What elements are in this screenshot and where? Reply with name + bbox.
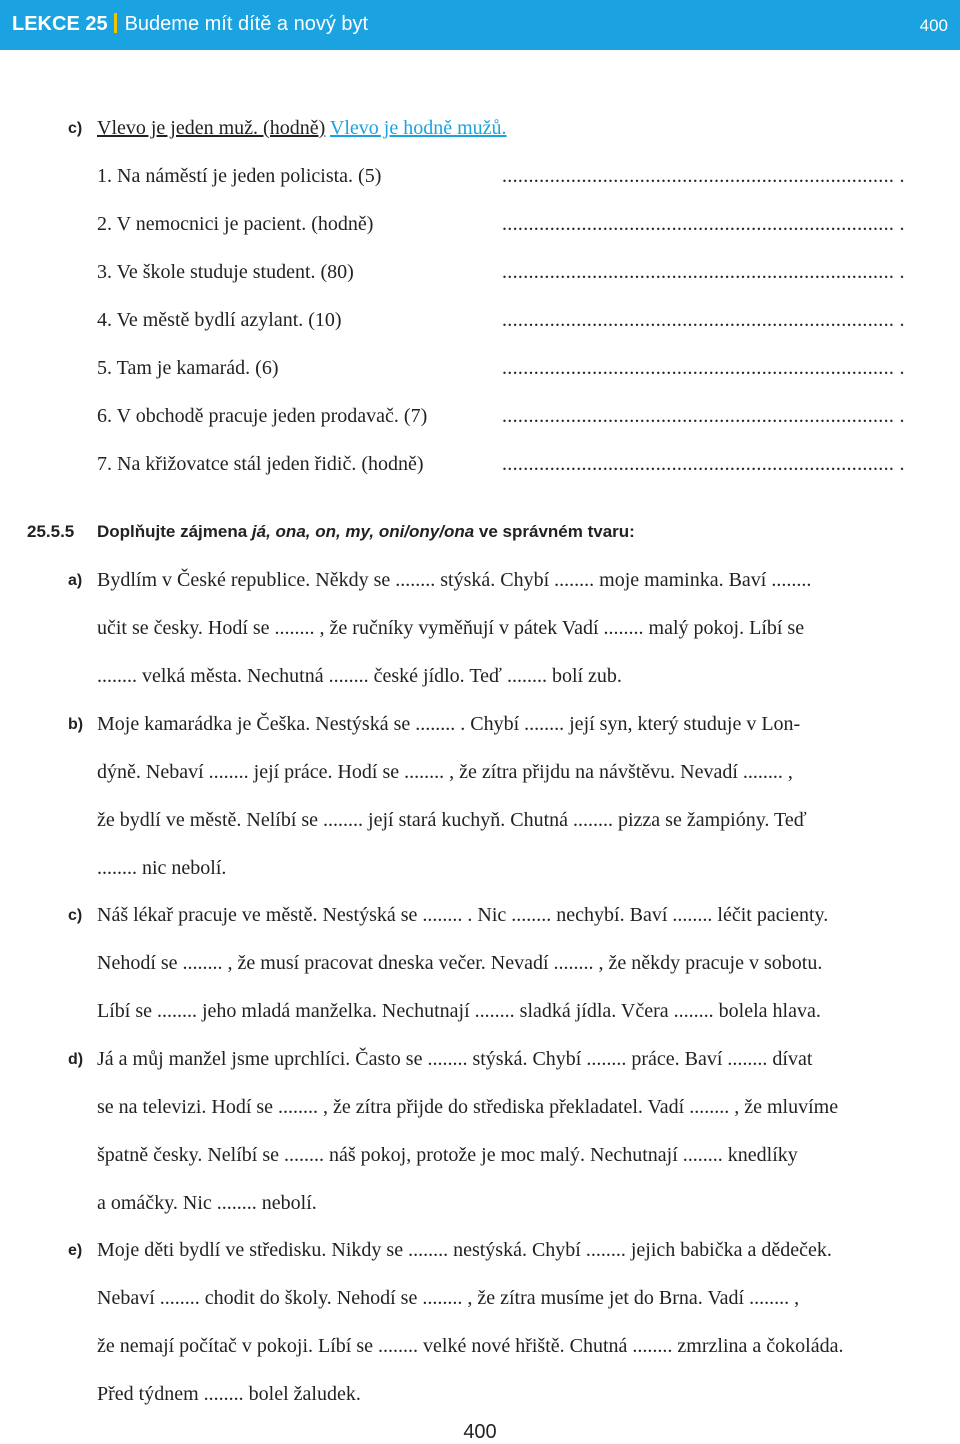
exercise-line: Nehodí se ........ , že musí pracovat dneska večer. Nevadí ........ , že někdy pracuje v sobotu.: [97, 952, 823, 974]
exercise-line: učit se česky. Hodí se ........ , že ručníky vyměňují v pátek Vadí ........ malý pokoj. Líbí se: [97, 617, 805, 639]
exercise-line: se na televizi. Hodí se ........ , že zítra přijde do střediska překladatel. Vadí ........ , že mluvíme: [97, 1096, 839, 1118]
example-sentence: Vlevo je jeden muž. (hodně): [97, 117, 326, 139]
exercise-label: a): [68, 572, 83, 589]
answer-blank[interactable]: .......................................................................... .: [502, 213, 905, 235]
header-page-number: 400: [919, 16, 948, 35]
exercise-line: a omáčky. Nic ........ nebolí.: [97, 1192, 317, 1214]
exercise-line: Moje kamarádka je Češka. Nestýská se ........ . Chybí ........ její syn, který studuje v Lon-: [97, 713, 801, 735]
item-text: 1. Na náměstí je jeden policista. (5): [97, 165, 382, 187]
item-text: 3. Ve škole studuje student. (80): [97, 261, 354, 283]
section-title-end: ve správném tvaru:: [474, 522, 635, 541]
section-heading: [27, 522, 635, 542]
part-label: c): [68, 120, 83, 137]
item-text: 6. V obchodě pracuje jeden prodavač. (7): [97, 405, 428, 427]
exercise-label: c): [68, 907, 83, 924]
answer-blank[interactable]: .......................................................................... .: [502, 261, 905, 283]
exercise-line: Líbí se ........ jeho mladá manželka. Nechutnají ........ sladká jídla. Včera ........ bolela hlava.: [97, 1000, 821, 1022]
exercise-line: špatně česky. Nelíbí se ........ náš pokoj, protože je moc malý. Nechutnají ........ knedlíky: [97, 1144, 798, 1166]
exercise-line: Před týdnem ........ bolel žaludek.: [97, 1383, 361, 1405]
exercise-line: že bydlí ve městě. Nelíbí se ........ její stará kuchyň. Chutná ........ pizza se žampióny. Teď: [97, 809, 807, 831]
section-title-start: Doplňujte zájmena: [97, 522, 252, 541]
item-text: 5. Tam je kamarád. (6): [97, 357, 279, 379]
exercise-line: Nebaví ........ chodit do školy. Nehodí se ........ , že zítra musíme jet do Brna. Vadí ........ ,: [97, 1287, 800, 1309]
footer-page-number: 400: [463, 1421, 497, 1443]
exercise-line: ........ velká města. Nechutná ........ české jídlo. Teď ........ bolí zub.: [97, 665, 622, 687]
exercise-label: d): [68, 1051, 84, 1068]
header-separator: [114, 13, 117, 33]
page-header: [0, 0, 960, 50]
section-number: 25.5.5: [27, 522, 75, 541]
item-text: 7. Na křižovatce stál jeden řidič. (hodně): [97, 453, 424, 475]
answer-blank[interactable]: .......................................................................... .: [502, 165, 905, 187]
lesson-title: Budeme mít dítě a nový byt: [124, 13, 369, 35]
exercise-label: b): [68, 716, 84, 733]
exercise-line: Já a můj manžel jsme uprchlíci. Často se ........ stýská. Chybí ........ práce. Baví ........ dívat: [97, 1048, 813, 1070]
answer-blank[interactable]: .......................................................................... .: [502, 309, 905, 331]
lesson-number: LEKCE 25: [12, 13, 108, 35]
exercise-line: Náš lékař pracuje ve městě. Nestýská se ........ . Nic ........ nechybí. Baví ........ léčit pacienty.: [97, 904, 829, 926]
exercise-label: e): [68, 1242, 83, 1259]
exercise-line: že nemají počítač v pokoji. Líbí se ........ velké nové hřiště. Chutná ........ zmrzlina a čokoláda.: [97, 1335, 844, 1357]
lesson-heading: [12, 13, 368, 36]
answer-blank[interactable]: .......................................................................... .: [502, 405, 905, 427]
answer-blank[interactable]: .......................................................................... .: [502, 453, 905, 475]
example-line: [97, 116, 507, 140]
exercise-line: Bydlím v České republice. Někdy se ........ stýská. Chybí ........ moje maminka. Baví ........: [97, 569, 812, 591]
exercise-line: ........ nic nebolí.: [97, 857, 227, 879]
section-title-pronouns: já, ona, on, my, oni/ony/ona: [251, 522, 475, 541]
answer-blank[interactable]: .......................................................................... .: [502, 357, 905, 379]
item-text: 4. Ve městě bydlí azylant. (10): [97, 309, 342, 331]
item-text: 2. V nemocnici je pacient. (hodně): [97, 213, 374, 235]
example-answer: Vlevo je hodně mužů.: [329, 117, 507, 139]
exercise-line: dýně. Nebaví ........ její práce. Hodí se ........ , že zítra přijdu na návštěvu. Nevadí ........ ,: [97, 761, 793, 783]
exercise-line: Moje děti bydlí ve středisku. Nikdy se ........ nestýská. Chybí ........ jejich babička a dědeček.: [97, 1239, 832, 1261]
